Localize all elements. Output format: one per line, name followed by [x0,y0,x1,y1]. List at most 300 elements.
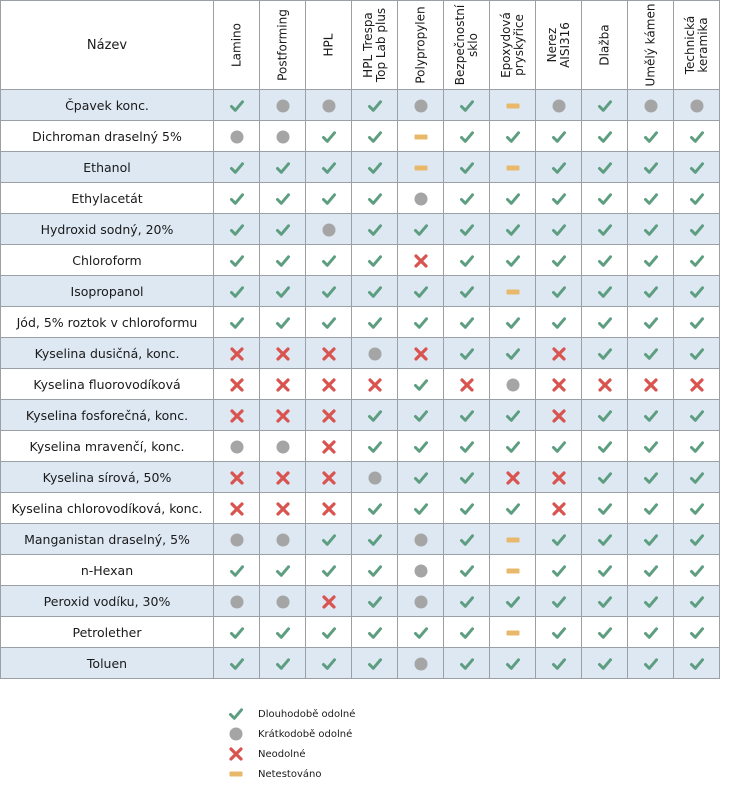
resistance-cell [628,183,674,214]
cross-icon [321,470,337,486]
resistance-cell [582,462,628,493]
dash-icon [228,766,244,782]
resistance-cell [444,214,490,245]
resistance-cell [306,524,352,555]
resistance-cell [214,555,260,586]
check-icon [643,532,659,548]
resistance-cell [490,121,536,152]
resistance-cell [490,276,536,307]
resistance-cell [536,214,582,245]
resistance-cell [352,90,398,121]
check-icon [505,191,521,207]
chemical-name: Ethylacetát [1,183,214,214]
resistance-cell [306,617,352,648]
resistance-cell [398,338,444,369]
resistance-cell [536,493,582,524]
check-icon [275,315,291,331]
resistance-cell [674,245,720,276]
table-row [1,183,720,214]
check-icon [321,532,337,548]
check-icon [643,656,659,672]
column-header [628,1,674,90]
resistance-cell [536,307,582,338]
resistance-cell [260,493,306,524]
check-icon [551,253,567,269]
check-icon [459,470,475,486]
resistance-cell [444,338,490,369]
resistance-cell [490,307,536,338]
table-row [1,431,720,462]
chemical-name: Hydroxid sodný, 20% [1,214,214,245]
column-header-label: HPL Trespa Top Lab plus [360,7,388,83]
check-icon [413,377,429,393]
resistance-cell [674,214,720,245]
dash-icon [505,625,521,641]
resistance-cell [214,431,260,462]
check-icon [413,470,429,486]
check-icon [551,532,567,548]
cross-icon [505,470,521,486]
check-icon [643,191,659,207]
check-icon [505,439,521,455]
check-icon [689,129,705,145]
resistance-cell [628,493,674,524]
cross-icon [228,746,244,762]
circle-icon [275,594,291,610]
resistance-cell [352,152,398,183]
dash-icon [413,160,429,176]
table-row [1,276,720,307]
check-icon [229,191,245,207]
check-icon [643,625,659,641]
circle-icon [228,726,244,742]
check-icon [367,191,383,207]
resistance-cell [352,586,398,617]
check-icon [413,439,429,455]
resistance-cell [214,493,260,524]
check-icon [689,346,705,362]
check-icon [367,656,383,672]
resistance-cell [490,338,536,369]
resistance-cell [260,617,306,648]
cross-icon [275,346,291,362]
check-icon [275,656,291,672]
resistance-cell [214,152,260,183]
cross-icon [367,377,383,393]
resistance-cell [260,586,306,617]
resistance-cell [582,400,628,431]
check-icon [505,656,521,672]
chemical-name: Kyselina chlorovodíková, konc. [1,493,214,524]
cross-icon [551,501,567,517]
check-icon [321,563,337,579]
resistance-cell [398,121,444,152]
resistance-cell [398,400,444,431]
cross-icon [229,346,245,362]
check-icon [367,501,383,517]
check-icon [597,532,613,548]
resistance-cell [352,648,398,679]
column-header-label: Technická keramika [682,15,710,75]
table-row [1,493,720,524]
resistance-cell [536,555,582,586]
cross-icon [413,346,429,362]
table-row [1,152,720,183]
check-icon [459,160,475,176]
check-icon [689,408,705,424]
resistance-cell [490,214,536,245]
cross-icon [321,594,337,610]
column-header [490,1,536,90]
cross-icon [321,439,337,455]
chemical-name: Jód, 5% roztok v chloroformu [1,307,214,338]
resistance-cell [536,245,582,276]
check-icon [321,160,337,176]
cross-icon [551,408,567,424]
check-icon [505,222,521,238]
check-icon [551,160,567,176]
check-icon [367,563,383,579]
cross-icon [551,377,567,393]
resistance-cell [306,276,352,307]
resistance-cell [444,307,490,338]
check-icon [413,501,429,517]
resistance-cell [674,555,720,586]
check-icon [459,563,475,579]
table-row [1,524,720,555]
resistance-cell [628,400,674,431]
resistance-cell [398,648,444,679]
resistance-cell [260,276,306,307]
legend-item [228,764,355,784]
check-icon [505,253,521,269]
resistance-cell [582,524,628,555]
resistance-cell [628,245,674,276]
resistance-cell [628,276,674,307]
resistance-cell [582,276,628,307]
resistance-cell [628,90,674,121]
check-icon [321,253,337,269]
resistance-cell [306,90,352,121]
check-icon [597,408,613,424]
chemical-name: Kyselina fluorovodíková [1,369,214,400]
check-icon [321,191,337,207]
cross-icon [275,501,291,517]
circle-icon [229,129,245,145]
resistance-cell [490,431,536,462]
check-icon [597,470,613,486]
resistance-cell [674,121,720,152]
resistance-cell [260,431,306,462]
resistance-cell [490,369,536,400]
cross-icon [551,346,567,362]
chemical-name: Ethanol [1,152,214,183]
resistance-cell [398,214,444,245]
check-icon [367,160,383,176]
table-row [1,400,720,431]
check-icon [597,222,613,238]
check-icon [689,222,705,238]
resistance-cell [214,586,260,617]
check-icon [551,284,567,300]
check-icon [689,253,705,269]
resistance-cell [306,307,352,338]
check-icon [459,129,475,145]
chemical-name: n-Hexan [1,555,214,586]
resistance-cell [260,648,306,679]
resistance-cell [306,369,352,400]
resistance-cell [306,152,352,183]
resistance-cell [214,462,260,493]
resistance-cell [674,90,720,121]
resistance-cell [444,555,490,586]
check-icon [643,346,659,362]
check-icon [551,656,567,672]
cross-icon [275,377,291,393]
resistance-cell [444,276,490,307]
check-icon [459,439,475,455]
chemical-name: Kyselina sírová, 50% [1,462,214,493]
resistance-cell [582,369,628,400]
check-icon [229,222,245,238]
circle-icon [321,222,337,238]
check-icon [689,625,705,641]
resistance-cell [582,493,628,524]
resistance-cell [260,369,306,400]
check-icon [597,284,613,300]
circle-icon [275,439,291,455]
resistance-cell [490,555,536,586]
table-row [1,214,720,245]
resistance-cell [490,245,536,276]
circle-icon [229,532,245,548]
cross-icon [459,377,475,393]
resistance-cell [214,369,260,400]
check-icon [643,470,659,486]
resistance-cell [490,586,536,617]
resistance-cell [352,338,398,369]
resistance-cell [582,307,628,338]
column-header [674,1,720,90]
check-icon [367,253,383,269]
check-icon [597,160,613,176]
check-icon [643,408,659,424]
resistance-cell [536,276,582,307]
column-header [444,1,490,90]
check-icon [597,563,613,579]
resistance-cell [628,524,674,555]
check-icon [459,625,475,641]
resistance-cell [352,369,398,400]
check-icon [597,129,613,145]
check-icon [643,253,659,269]
circle-icon [413,563,429,579]
cross-icon [643,377,659,393]
resistance-cell [260,555,306,586]
resistance-cell [398,152,444,183]
resistance-cell [260,400,306,431]
resistance-cell [260,307,306,338]
resistance-cell [628,617,674,648]
resistance-cell [398,462,444,493]
check-icon [689,501,705,517]
resistance-cell [352,245,398,276]
check-icon [597,656,613,672]
check-icon [459,594,475,610]
resistance-cell [306,245,352,276]
cross-icon [275,408,291,424]
cross-icon [229,470,245,486]
check-icon [459,222,475,238]
resistance-cell [582,617,628,648]
resistance-cell [444,462,490,493]
resistance-cell [444,648,490,679]
check-icon [459,253,475,269]
check-icon [229,253,245,269]
check-icon [551,191,567,207]
check-icon [367,594,383,610]
check-icon [367,222,383,238]
check-icon [689,315,705,331]
cross-icon [321,408,337,424]
column-header [260,1,306,90]
circle-icon [689,98,705,114]
check-icon [459,408,475,424]
circle-icon [413,532,429,548]
header-row [1,1,720,90]
check-icon [597,253,613,269]
resistance-cell [536,400,582,431]
resistance-cell [674,400,720,431]
resistance-cell [674,648,720,679]
check-icon [689,191,705,207]
resistance-cell [398,245,444,276]
resistance-cell [444,369,490,400]
resistance-cell [260,183,306,214]
resistance-cell [536,90,582,121]
check-icon [505,346,521,362]
check-icon [229,98,245,114]
resistance-cell [352,524,398,555]
check-icon [229,625,245,641]
cross-icon [551,470,567,486]
check-icon [275,160,291,176]
check-icon [689,284,705,300]
chemical-name: Dichroman draselný 5% [1,121,214,152]
chemical-name: Čpavek konc. [1,90,214,121]
check-icon [551,129,567,145]
circle-icon [367,470,383,486]
check-icon [275,253,291,269]
column-header [214,1,260,90]
resistance-cell [444,121,490,152]
check-icon [413,315,429,331]
resistance-cell [674,276,720,307]
resistance-cell [674,183,720,214]
resistance-cell [674,524,720,555]
check-icon [367,625,383,641]
column-header [398,1,444,90]
check-icon [597,98,613,114]
resistance-cell [582,90,628,121]
cross-icon [689,377,705,393]
symbol-icon [505,98,521,114]
resistance-cell [352,183,398,214]
legend-label: Neodolné [258,748,306,760]
check-icon [689,563,705,579]
check-icon [689,656,705,672]
check-icon [413,284,429,300]
resistance-cell [674,462,720,493]
name-column-header: Název [1,1,214,90]
check-icon [229,284,245,300]
resistance-cell [444,245,490,276]
resistance-cell [214,400,260,431]
resistance-cell [260,462,306,493]
table-row [1,555,720,586]
column-header-label: Lamino [229,23,243,68]
check-icon [459,98,475,114]
resistance-cell [490,90,536,121]
resistance-cell [260,338,306,369]
column-header-label: Epoxydová pryskyřice [498,12,526,78]
table-body [1,90,720,679]
resistance-cell [398,369,444,400]
check-icon [321,625,337,641]
check-icon [275,284,291,300]
check-icon [367,439,383,455]
check-icon [229,563,245,579]
check-icon [367,98,383,114]
check-icon [551,594,567,610]
resistance-cell [306,555,352,586]
dash-icon [505,160,521,176]
table-row [1,245,720,276]
check-icon [367,129,383,145]
check-icon [643,284,659,300]
legend-label: Netestováno [258,768,322,780]
circle-icon [229,594,245,610]
cross-icon [321,377,337,393]
check-icon [597,625,613,641]
resistance-cell [306,121,352,152]
resistance-cell [628,121,674,152]
resistance-cell [352,214,398,245]
resistance-cell [582,152,628,183]
resistance-cell [214,183,260,214]
cross-icon [229,501,245,517]
column-header [582,1,628,90]
resistance-cell [674,586,720,617]
check-icon [275,191,291,207]
resistance-cell [352,493,398,524]
resistance-cell [582,431,628,462]
resistance-cell [214,121,260,152]
check-icon [459,656,475,672]
column-header-label: Umělý kámen [643,3,657,87]
cross-icon [321,501,337,517]
resistance-cell [214,307,260,338]
resistance-cell [536,183,582,214]
circle-icon [551,98,567,114]
resistance-cell [628,338,674,369]
resistance-cell [674,493,720,524]
resistance-cell [674,152,720,183]
check-icon [551,315,567,331]
resistance-cell [398,555,444,586]
resistance-cell [306,431,352,462]
cross-icon [275,470,291,486]
